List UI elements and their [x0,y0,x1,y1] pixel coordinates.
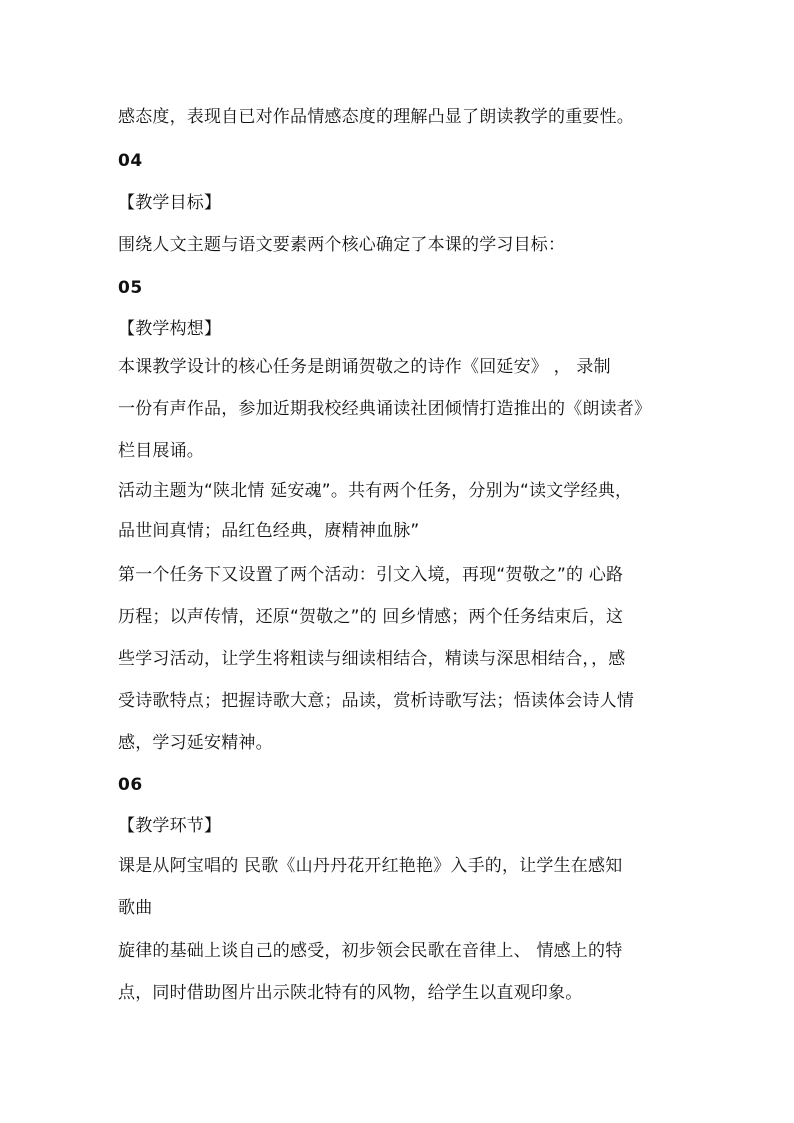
paragraph-line: 感，学习延安精神。 [118,733,273,753]
section-number: 04 [118,151,143,171]
paragraph-line: 些学习活动，让学生将粗读与细读相结合，精读与深思相结合，，感 [118,649,626,669]
paragraph-line: 历程；以声传情，还原“贺敬之”的 回乡情感；两个任务结束后，这 [118,607,624,627]
paragraph-line: 活动主题为“陕北情 延安魂”。共有两个任务，分别为“读文学经典， [118,481,633,501]
paragraph-line: 歌曲 [118,898,153,918]
paragraph-line: 围绕人文主题与语文要素两个核心确定了本课的学习目标： [118,235,566,255]
section-heading: 【教学构想】 [118,319,222,339]
section-heading: 【教学目标】 [118,193,222,213]
paragraph-line: 本课教学设计的核心任务是朗诵贺敬之的诗作《回延安》 ， 录制 [118,357,611,377]
section-heading: 【教学环节】 [118,816,222,836]
paragraph-line: 点，同时借助图片出示陕北特有的风物，给学生以直观印象。 [118,983,583,1003]
paragraph-line: 课是从阿宝唱的 民歌《山丹丹花开红艳艳》入手的，让学生在感知 [118,856,623,876]
paragraph-line: 栏目展诵。 [118,441,204,461]
section-number: 06 [118,775,143,795]
paragraph-line: 第一个任务下又设置了两个活动：引文入境，再现“贺敬之”的 心路 [118,565,624,585]
section-number: 05 [118,278,143,298]
paragraph-line: 品世间真情；品红色经典，赓精神血脉” [118,521,420,541]
paragraph-line: 感态度，表现自已对作品情感态度的理解凸显了朗读教学的重要性。 [118,107,634,127]
paragraph-line: 受诗歌特点；把握诗歌大意；品读，赏析诗歌写法；悟读体会诗人情 [118,691,634,711]
paragraph-line: 一份有声作品，参加近期我校经典诵读社团倾情打造推出的《朗读者》 [118,399,652,419]
paragraph-line: 旋律的基础上谈自己的感受，初步领会民歌在音律上、 情感上的特 [118,941,623,961]
